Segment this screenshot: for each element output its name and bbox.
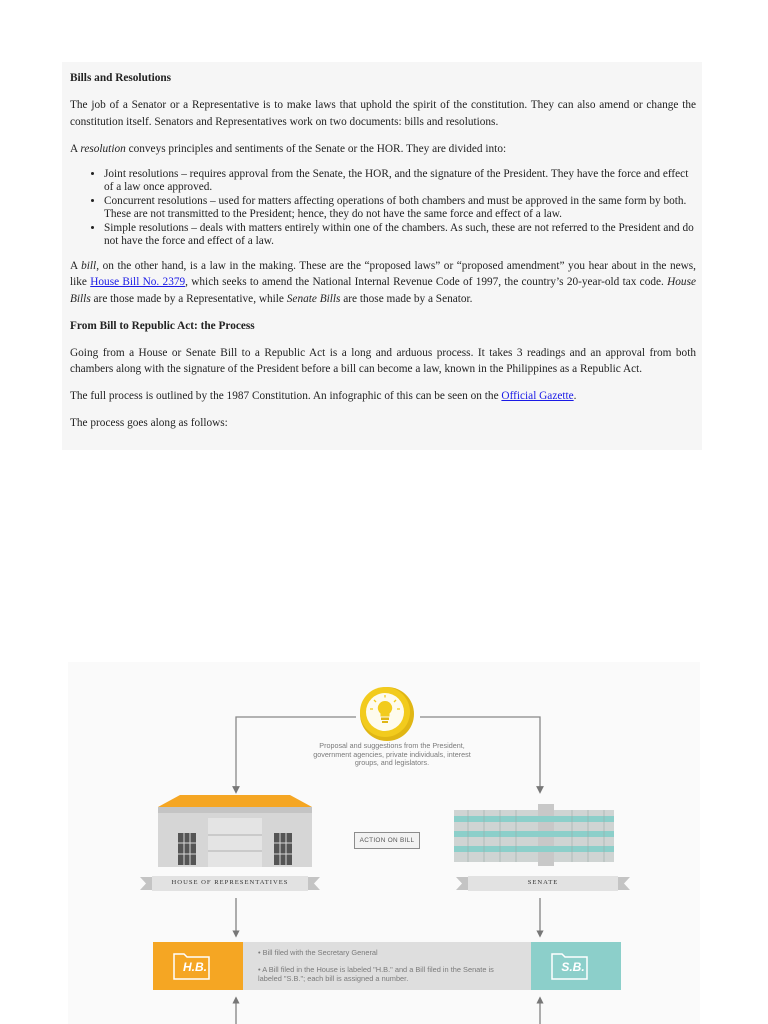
emphasis-bill: bill [81,259,97,272]
paragraph-constitution [70,388,696,405]
emphasis-senate-bills: Senate Bills [286,292,341,305]
paragraph-bill [70,258,696,308]
lightbulb-icon [360,687,414,741]
text-run: are those made by a Senator. [340,292,473,305]
text-run: A [70,142,81,155]
paragraph-intro: The job of a Senator or a Representative is to make laws that uphold the spirit of the constitution. They can also amend or change the constitution itself. Senators and Representatives work on two documents: bills and resolutions. [70,99,696,128]
list-item-simple: • Simple resolutions – deals with matters entirely within one of the chambers. As such, these are not referred to the President and do not have the force and effect of a law. [104,222,696,249]
filed-step-1: • Bill filed with the Secretary General [258,948,378,957]
paragraph-follows: The process goes along as follows: [70,417,228,429]
text-run: conveys principles and sentiments of the Senate or the HOR. They are divided into: [125,142,507,155]
senate-label: SENATE [527,879,559,886]
filed-step-2: • A Bill filed in the House is labeled "H.B." and a Bill filed in the Senate is labeled "S.B."; each bill is assigned a number. [258,965,494,984]
article-text [62,62,702,450]
sb-label: S.B. [561,960,585,974]
paragraph-process: Going from a House or Senate Bill to a Republic Act is a long and arduous process. It takes 3 readings and an approval from both chambers along with the signature of the President before a bill can become a law, known in the Philippines as a Republic Act. [70,346,696,375]
house-label: HOUSE OF REPRESENTATIVES [171,879,289,886]
section-heading-process: From Bill to Republic Act: the Process [70,319,255,332]
official-gazette-link[interactable]: Official Gazette [501,390,574,402]
text-run: , which seeks to amend the National Internal Revenue Code of 1997, the country’s 20-year-old tax code. [185,276,668,288]
emphasis-house-bills: House Bills [70,276,696,305]
emphasis-resolution: resolution [80,142,126,155]
text-run: The full process is outlined by the 1987 Constitution. An infographic of this can be seen on the [70,390,502,402]
text-run: are those made by a Representative, while [90,292,287,305]
paragraph-resolution [70,141,696,158]
list-item-joint: • Joint resolutions – requires approval from the Senate, the HOR, and the signature of the President. They have the force and effect of a law once approved. [104,168,696,195]
action-on-bill-box: ACTION ON BILL [354,832,420,849]
house-building-icon [158,795,312,867]
section-heading-bills: Bills and Resolutions [70,72,172,84]
proposal-text: Proposal and suggestions from the President, government agencies, private individuals, interest groups, and legislators. [313,741,471,768]
house-bill-link[interactable]: House Bill No. 2379 [90,276,186,288]
resolution-types-list [70,168,696,249]
text-run: A [70,259,82,272]
text-run: , on the other hand, is a law in the making. These are the “proposed laws” or “proposed amendment” you hear about in the news, like [70,259,696,288]
hb-label: H.B. [183,960,207,974]
list-item-concurrent: • Concurrent resolutions – used for matters affecting operations of both chambers and must be approved in the same form by both. These are not transmitted to the President; hence, they do not have the same force and effect of a law. [104,195,696,222]
legislative-process-infographic [68,662,700,1024]
text-run: . [573,390,577,402]
senate-building-icon [454,804,614,866]
